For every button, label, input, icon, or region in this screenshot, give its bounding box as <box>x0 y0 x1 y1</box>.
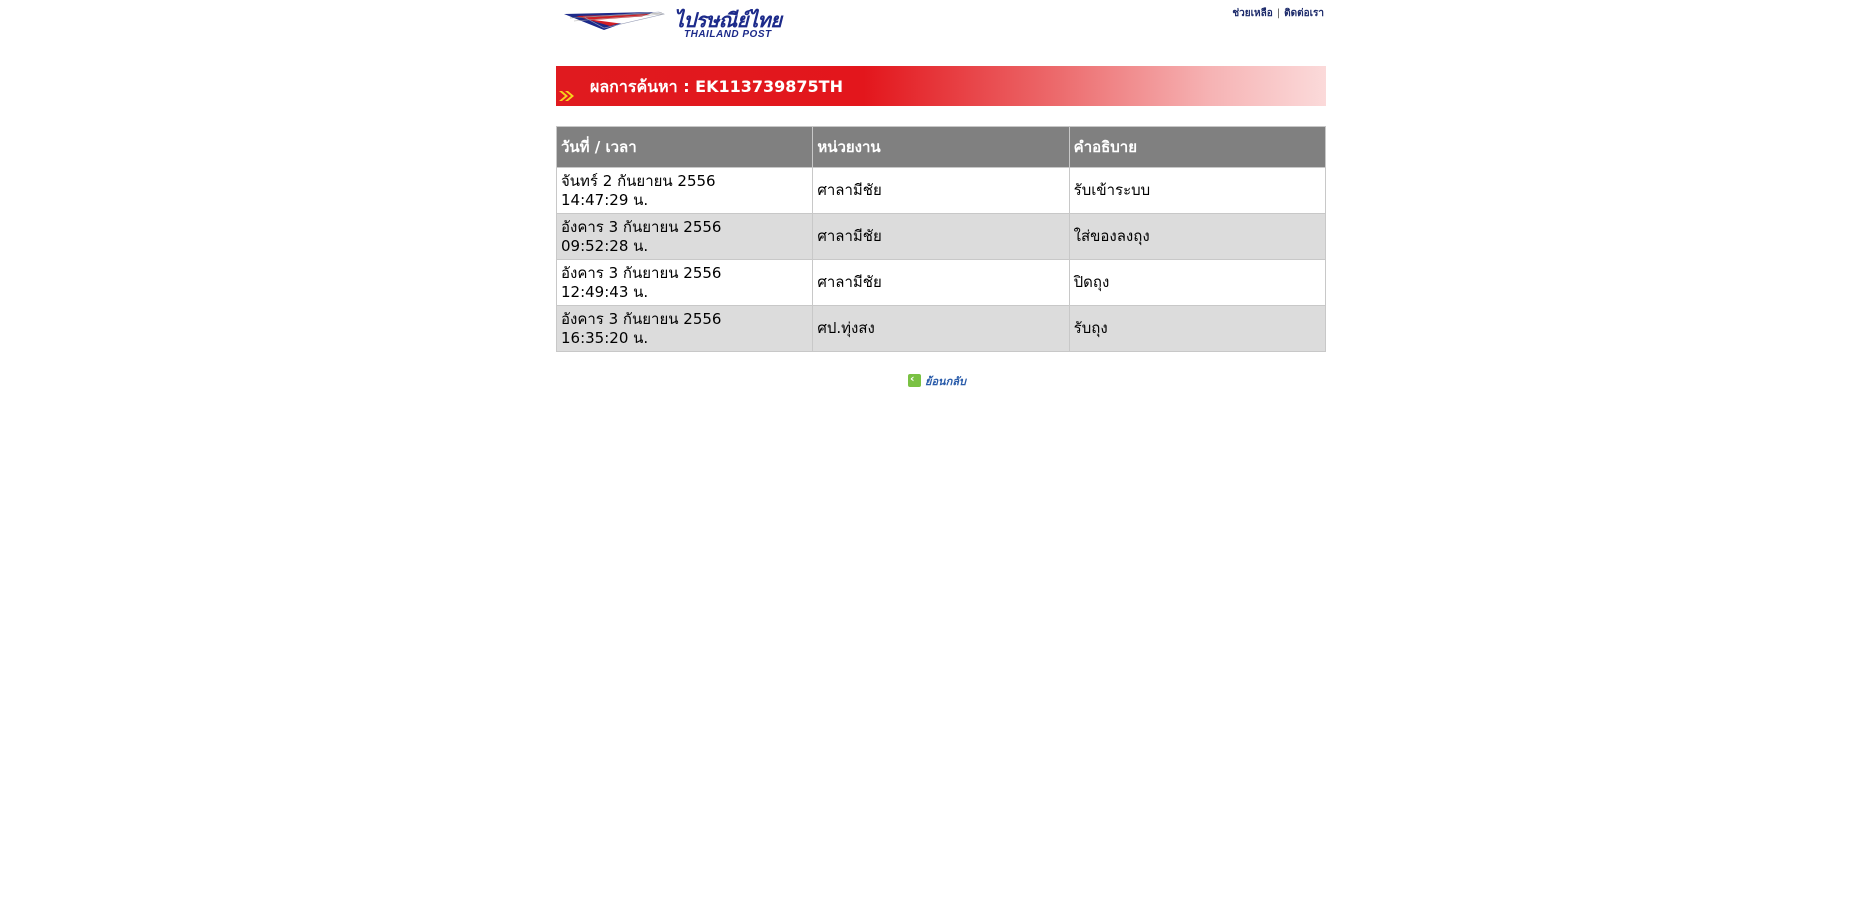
date-text: อังคาร 3 กันยายน 2556 <box>561 263 722 282</box>
logo-english-text: THAILAND POST <box>684 29 772 40</box>
thailand-post-logo[interactable] <box>564 8 782 40</box>
help-link[interactable]: ช่วยเหลือ <box>1232 8 1273 19</box>
table-row <box>557 168 1326 214</box>
date-text: อังคาร 3 กันยายน 2556 <box>561 217 722 236</box>
datetime-cell <box>557 306 813 352</box>
table-row <box>557 260 1326 306</box>
link-separator: | <box>1276 8 1281 19</box>
table-header-row <box>557 127 1326 168</box>
top-links <box>1232 6 1324 21</box>
time-text: 14:47:29 น. <box>561 190 649 209</box>
logo-thai-text: ไปรษณีย์ไทย <box>674 8 782 32</box>
datetime-cell <box>557 214 813 260</box>
page <box>556 0 1326 388</box>
logo-wing-icon <box>564 8 674 40</box>
back-arrow-icon[interactable]: ‹ <box>908 374 921 387</box>
header <box>556 0 1326 66</box>
back-link-label[interactable]: ย้อนกลับ <box>925 374 966 388</box>
search-result-title: ผลการค้นหา : EK113739875TH <box>590 77 843 96</box>
table-row <box>557 214 1326 260</box>
table-row <box>557 306 1326 352</box>
office-cell: ศาลามีชัย <box>813 260 1069 306</box>
back-link[interactable] <box>908 370 966 386</box>
tracking-results-table <box>556 126 1326 352</box>
column-header-datetime: วันที่ / เวลา <box>557 127 813 168</box>
office-cell: ศป.ทุ่งสง <box>813 306 1069 352</box>
time-text: 09:52:28 น. <box>561 236 649 255</box>
description-cell: ใส่ของลงถุง <box>1069 214 1325 260</box>
date-text: อังคาร 3 กันยายน 2556 <box>561 309 722 328</box>
time-text: 12:49:43 น. <box>561 282 649 301</box>
description-cell: ปิดถุง <box>1069 260 1325 306</box>
office-cell: ศาลามีชัย <box>813 214 1069 260</box>
search-result-title-bar <box>556 66 1326 106</box>
time-text: 16:35:20 น. <box>561 328 649 347</box>
column-header-office: หน่วยงาน <box>813 127 1069 168</box>
datetime-cell <box>557 168 813 214</box>
datetime-cell <box>557 260 813 306</box>
office-cell: ศาลามีชัย <box>813 168 1069 214</box>
date-text: จันทร์ 2 กันยายน 2556 <box>561 171 716 190</box>
description-cell: รับเข้าระบบ <box>1069 168 1325 214</box>
contact-link[interactable]: ติดต่อเรา <box>1284 8 1324 19</box>
column-header-description: คำอธิบาย <box>1069 127 1325 168</box>
description-cell: รับถุง <box>1069 306 1325 352</box>
double-chevron-icon <box>559 90 575 102</box>
